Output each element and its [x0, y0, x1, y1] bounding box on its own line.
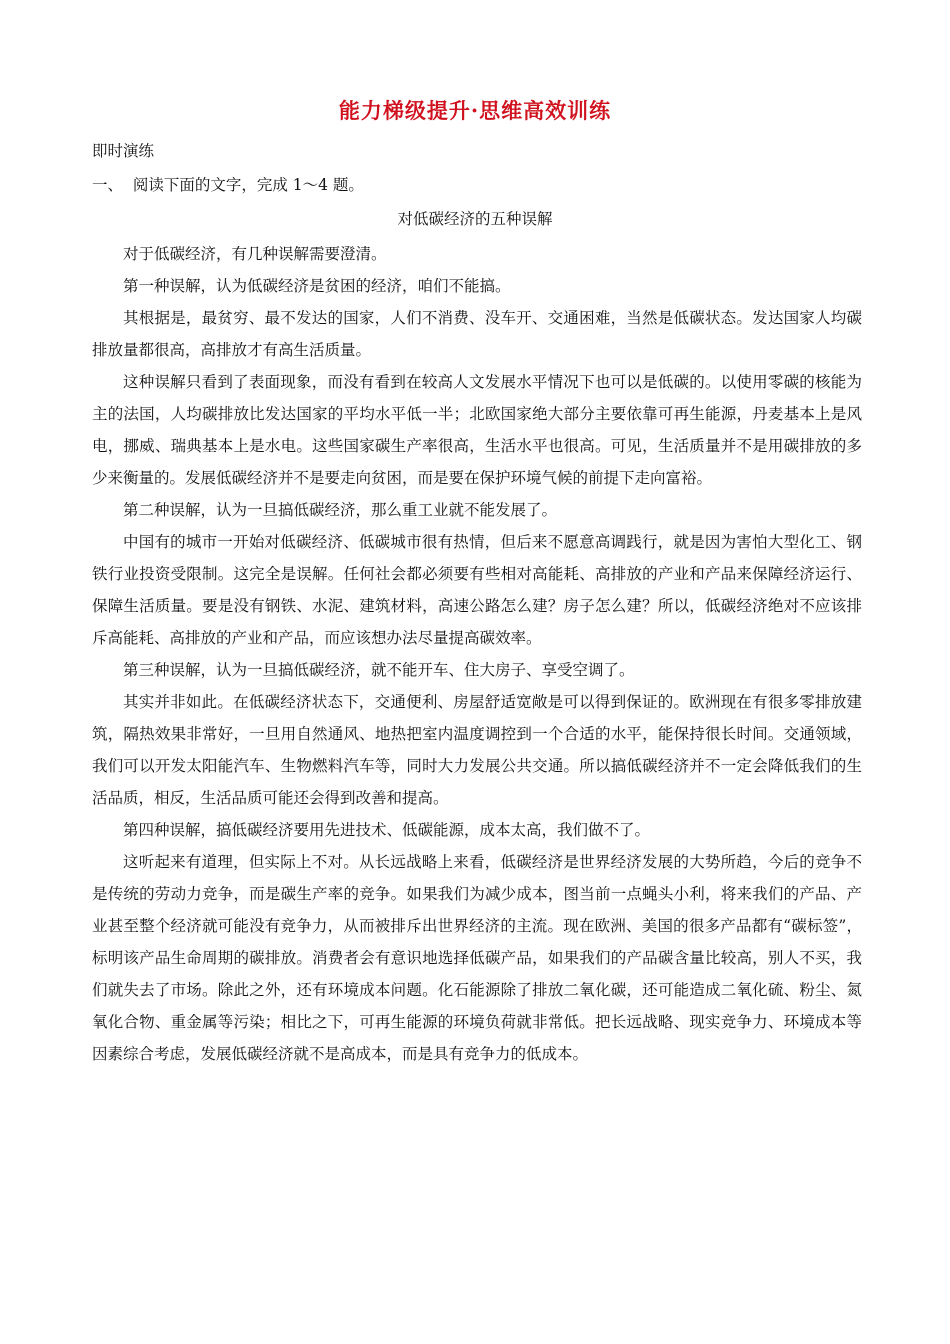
article-body: [92, 238, 862, 1070]
section-label: 即时演练: [92, 142, 155, 160]
paragraph: 这听起来有道理，但实际上不对。从长远战略上来看，低碳经济是世界经济发展的大势所趋，今后的竞争不是传统的劳动力竞争，而是碳生产率的竞争。如果我们为减少成本，图当前一点蝇头小利，将来我们的产品、产业甚至整个经济就可能没有竞争力，从而被排斥出世界经济的主流。现在欧洲、美国的很多产品都有“碳标签”，标明该产品生命周期的碳排放。消费者会有意识地选择低碳产品，如果我们的产品碳含量比较高，别人不买，我们就失去了市场。除此之外，还有环境成本问题。化石能源除了排放二氧化碳，还可能造成二氧化硫、粉尘、氮氧化合物、重金属等污染；相比之下，可再生能源的环境负荷就非常低。把长远战略、现实竞争力、环境成本等因素综合考虑，发展低碳经济就不是高成本，而是具有竞争力的低成本。: [92, 853, 862, 1063]
question-prompt: 一、 阅读下面的文字，完成 1～4 题。: [92, 176, 364, 194]
paragraph: 中国有的城市一开始对低碳经济、低碳城市很有热情，但后来不愿意高调践行，就是因为害怕大型化工、钢铁行业投资受限制。这完全是误解。任何社会都必须要有些相对高能耗、高排放的产业和产品来保障经济运行、保障生活质量。要是没有钢铁、水泥、建筑材料，高速公路怎么建？房子怎么建？所以，低碳经济绝对不应该排斥高能耗、高排放的产业和产品，而应该想办法尽量提高碳效率。: [92, 533, 862, 647]
paragraph: 第四种误解，搞低碳经济要用先进技术、低碳能源，成本太高，我们做不了。: [123, 821, 651, 839]
paragraph: 第二种误解，认为一旦搞低碳经济，那么重工业就不能发展了。: [123, 501, 558, 519]
article-title: 对低碳经济的五种误解: [397, 210, 553, 228]
paragraph: 第一种误解，认为低碳经济是贫困的经济，咱们不能搞。: [123, 277, 511, 295]
paragraph: 对于低碳经济，有几种误解需要澄清。: [123, 245, 387, 263]
paragraph: 第三种误解，认为一旦搞低碳经济，就不能开车、住大房子、享受空调了。: [123, 661, 635, 679]
paragraph: 其实并非如此。在低碳经济状态下，交通便利、房屋舒适宽敞是可以得到保证的。欧洲现在有很多零排放建筑，隔热效果非常好，一旦用自然通风、地热把室内温度调控到一个合适的水平，能保持很长时间。交通领域，我们可以开发太阳能汽车、生物燃料汽车等，同时大力发展公共交通。所以搞低碳经济并不一定会降低我们的生活品质，相反，生活品质可能还会得到改善和提高。: [92, 693, 862, 807]
paragraph: 这种误解只看到了表面现象，而没有看到在较高人文发展水平情况下也可以是低碳的。以使用零碳的核能为主的法国，人均碳排放比发达国家的平均水平低一半；北欧国家绝大部分主要依靠可再生能源，丹麦基本上是风电，挪威、瑞典基本上是水电。这些国家碳生产率很高，生活水平也很高。可见，生活质量并不是用碳排放的多少来衡量的。发展低碳经济并不是要走向贫困，而是要在保护环境气候的前提下走向富裕。: [92, 373, 862, 487]
document-title: 能力梯级提升·思维高效训练: [338, 98, 612, 123]
paragraph: 其根据是，最贫穷、最不发达的国家，人们不消费、没车开、交通困难，当然是低碳状态。发达国家人均碳排放量都很高，高排放才有高生活质量。: [92, 309, 862, 359]
